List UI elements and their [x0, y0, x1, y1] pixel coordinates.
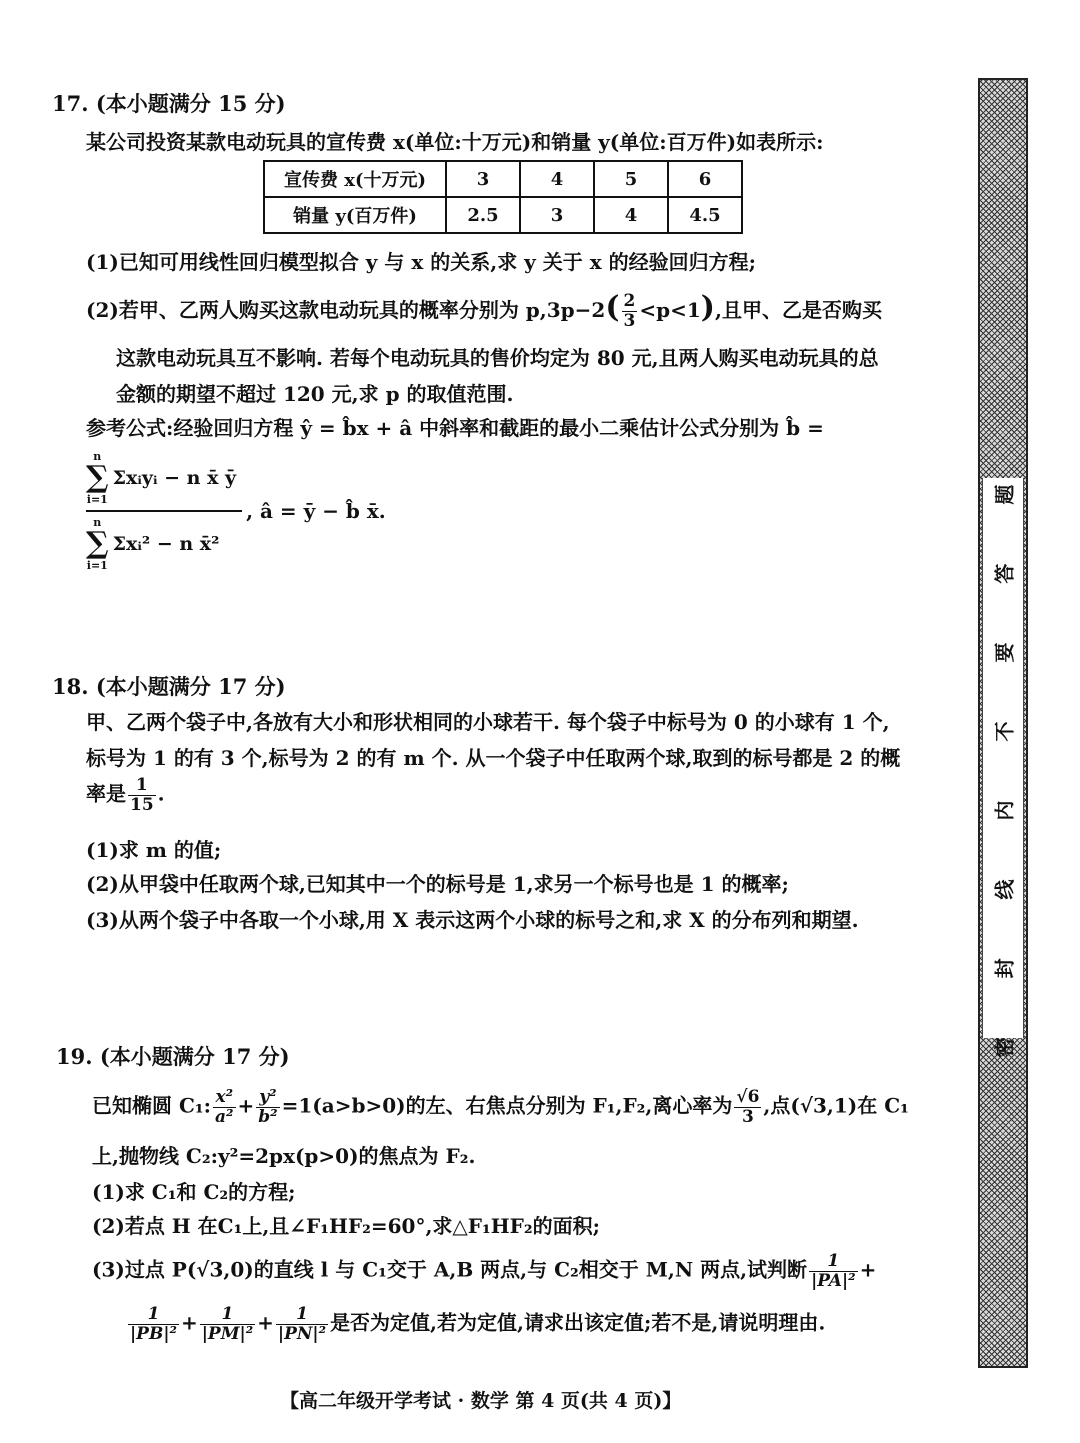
table-cell: 3	[520, 197, 594, 233]
q17-condition-rest: <p<1	[639, 298, 701, 322]
formula-tail: , â = ȳ − b̂ x̄.	[246, 499, 386, 523]
fraction-numerator: 1	[809, 1252, 858, 1272]
q18-line3-end: .	[157, 781, 165, 806]
fraction-numerator: 1	[276, 1305, 328, 1325]
fraction-denominator: |PA|²	[811, 1270, 856, 1291]
sum-sign-icon: ∑	[86, 526, 109, 561]
sum-upper-limit: n	[93, 450, 102, 463]
formula-numerator: Σxᵢyᵢ − n x̄ ȳ	[112, 467, 237, 489]
fraction-eccentricity	[734, 1088, 761, 1126]
q17-part2-text-a: (2)若甲、乙两人购买这款电动玩具的概率分别为 p,3p−2	[86, 298, 606, 322]
q18-line2: 标号为 1 的有 3 个,标号为 2 的有 m 个. 从一个袋子中任取两个球,取到的标号都是 2 的概	[86, 746, 901, 770]
table-cell: 3	[446, 161, 520, 197]
fraction-numerator: y²	[256, 1088, 279, 1108]
table-cell: 4	[594, 197, 668, 233]
plus-sign: +	[859, 1257, 877, 1282]
paren-open: (	[605, 290, 620, 325]
q17-part2-line1	[86, 290, 882, 331]
q17-intro: 某公司投资某款电动玩具的宣传费 x(单位:十万元)和销量 y(单位:百万件)如表所示:	[86, 130, 824, 154]
regression-formula	[86, 450, 386, 572]
fraction-numerator: 2	[623, 291, 636, 312]
table-cell: 6	[668, 161, 742, 197]
fraction-x2-a2	[213, 1088, 235, 1126]
q17-part1: (1)已知可用线性回归模型拟合 y 与 x 的关系,求 y 关于 x 的经验回归方程;	[86, 250, 756, 274]
q18-line1: 甲、乙两个袋子中,各放有大小和形状相同的小球若干. 每个袋子中标号为 0 的小球有 1 个,	[86, 710, 890, 734]
q19-part3-text-b: 是否为定值,若为定值,请求出该定值;若不是,请说明理由.	[330, 1310, 826, 1335]
q18-part1: (1)求 m 的值;	[86, 838, 222, 862]
fraction-one-over-pa2	[809, 1252, 858, 1290]
q17-reference-formula: 参考公式:经验回归方程 ŷ = b̂x + â 中斜率和截距的最小二乘估计公式分别为 b̂ =	[86, 416, 824, 440]
fraction-two-thirds	[622, 292, 638, 330]
sum-upper-limit: n	[93, 516, 102, 529]
fraction-one-over-pn2	[276, 1305, 328, 1343]
paren-close: )	[700, 290, 715, 325]
table-cell: 4	[520, 161, 594, 197]
sum-sign-icon: ∑	[86, 460, 109, 495]
q19-part3-line1	[92, 1252, 876, 1290]
fraction-denominator: 15	[130, 794, 154, 815]
fraction-one-fifteenth	[128, 776, 156, 814]
fraction-denominator: b²	[258, 1106, 278, 1127]
q18-part2: (2)从甲袋中任取两个球,已知其中一个的标号是 1,求另一个标号也是 1 的概率;	[86, 872, 789, 896]
sum-lower-limit: i=1	[86, 559, 108, 572]
fraction-denominator: |PM|²	[201, 1323, 254, 1344]
seal-line-label	[982, 458, 1024, 1058]
q19-part1: (1)求 C₁和 C₂的方程;	[92, 1180, 296, 1204]
fraction-numerator: 1	[128, 1305, 179, 1325]
fraction-one-over-pm2	[200, 1305, 255, 1343]
plus-sign: +	[257, 1310, 274, 1335]
q19-line1	[92, 1088, 909, 1126]
formula-denominator: Σxᵢ² − n x̄²	[112, 533, 220, 555]
q19-line1-c: ,点(√3,1)在 C₁	[763, 1093, 909, 1118]
table-row	[264, 161, 742, 197]
q17-part2-line2: 这款电动玩具互不影响. 若每个电动玩具的售价均定为 80 元,且两人购买电动玩具的总	[116, 346, 879, 370]
q18-part3: (3)从两个袋子中各取一个小球,用 X 表示这两个小球的标号之和,求 X 的分布列和期望.	[86, 908, 859, 932]
q19-part2: (2)若点 H 在C₁上,且∠F₁HF₂=60°,求△F₁HF₂的面积;	[92, 1214, 601, 1238]
plus-sign: +	[237, 1093, 255, 1118]
q19-heading: 19. (本小题满分 17 分)	[56, 1044, 290, 1069]
plus-sign: +	[180, 1310, 198, 1335]
q18-heading: 18. (本小题满分 17 分)	[52, 674, 286, 699]
fraction-y2-b2	[256, 1088, 279, 1126]
q19-line1-b: =1(a>b>0)的左、右焦点分别为 F₁,F₂,离心率为	[281, 1093, 733, 1118]
fraction-denominator: 3	[741, 1106, 754, 1127]
q19-part3-text-a: (3)过点 P(√3,0)的直线 l 与 C₁交于 A,B 两点,与 C₂相交于 M,N 两点,试判断	[92, 1257, 808, 1282]
fraction-denominator: a²	[215, 1106, 234, 1127]
q17-data-table	[263, 160, 743, 234]
q17-part2-line3: 金额的期望不超过 120 元,求 p 的取值范围.	[116, 382, 514, 406]
table-row	[264, 197, 742, 233]
table-cell: 2.5	[446, 197, 520, 233]
table-cell: 销量 y(百万件)	[264, 197, 446, 233]
table-cell: 4.5	[668, 197, 742, 233]
q19-line2: 上,抛物线 C₂:y²=2px(p>0)的焦点为 F₂.	[92, 1144, 476, 1168]
fraction-denominator: |PN|²	[277, 1323, 327, 1344]
fraction-numerator: √6	[736, 1087, 760, 1107]
fraction-denominator: 3	[623, 311, 636, 331]
fraction-one-over-pb2	[128, 1305, 179, 1343]
seal-line-text: 密 封 线 内 不 要 答 题	[992, 458, 1017, 1058]
page-footer: 【高二年级开学考试 · 数学 第 4 页(共 4 页)】	[280, 1390, 682, 1412]
q18-line3	[86, 776, 165, 814]
table-cell: 宣传费 x(十万元)	[264, 161, 446, 197]
fraction-numerator: x²	[213, 1088, 235, 1108]
fraction-denominator: |PB|²	[130, 1323, 177, 1344]
q19-part3-line2	[126, 1305, 825, 1343]
q17-part2-text-b: ,且甲、乙是否购买	[715, 298, 882, 322]
q18-line3-text: 率是	[86, 781, 126, 806]
q17-heading: 17. (本小题满分 15 分)	[52, 91, 286, 116]
sum-lower-limit: i=1	[86, 493, 108, 506]
q19-line1-a: 已知椭圆 C₁:	[92, 1093, 212, 1118]
fraction-numerator: 1	[128, 776, 156, 796]
table-cell: 5	[594, 161, 668, 197]
fraction-numerator: 1	[200, 1305, 255, 1325]
